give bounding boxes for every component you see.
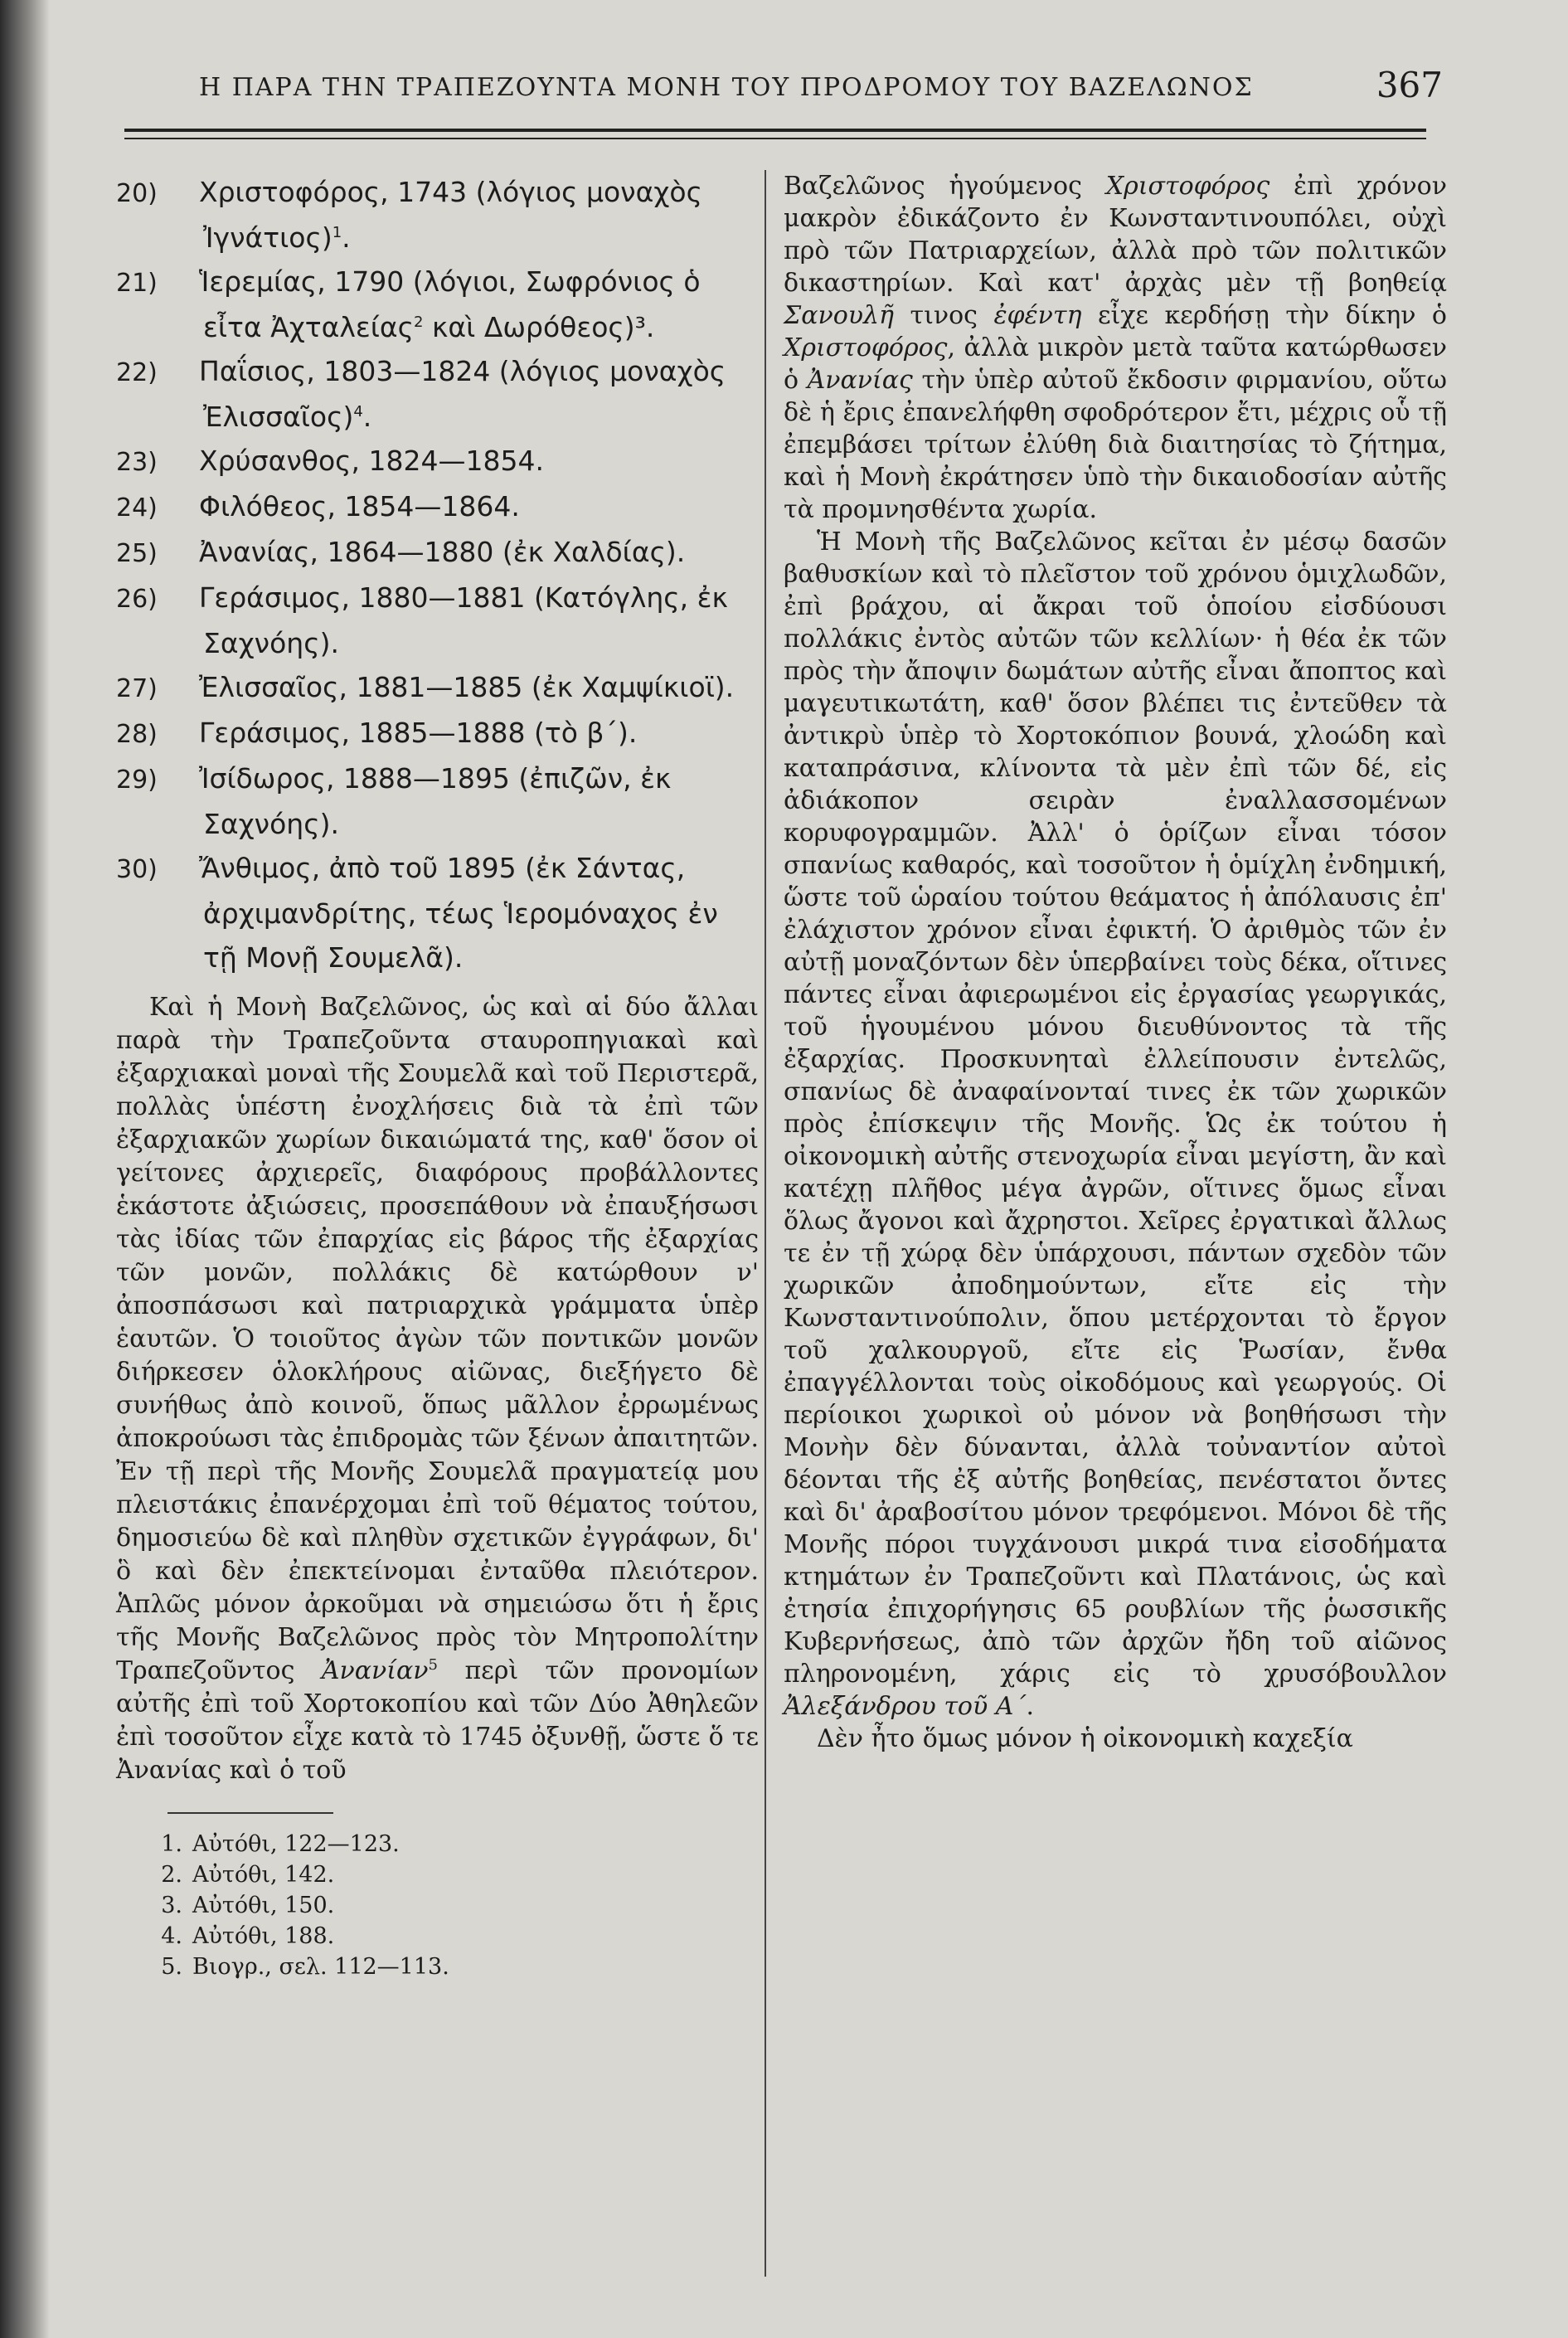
paragraph-text: τινος — [894, 301, 994, 330]
header-rule-thick — [124, 129, 1426, 132]
binding-shadow — [0, 0, 50, 2338]
footnote — [149, 1952, 759, 1982]
footnote-text: Αὐτόθι, 188. — [192, 1923, 335, 1949]
footnote-number: 1. — [161, 1831, 182, 1857]
footnotes — [116, 1829, 759, 1982]
list-text: Χρύσανθος, 1824—1854. — [199, 445, 544, 477]
list-text: Χριστοφόρος, 1743 (λόγιος μοναχὸς Ἰγνάτιος) — [199, 176, 702, 254]
header-rule-thin — [124, 138, 1426, 139]
list-text-tail: . — [362, 401, 372, 433]
list-text: Γεράσιμος, 1885—1888 (τὸ β΄). — [199, 717, 638, 749]
footnote-number: 4. — [161, 1923, 182, 1949]
list-item — [116, 439, 759, 484]
italic-name: ἐφέντη — [993, 301, 1082, 330]
list-number: 26) — [116, 585, 158, 614]
list-text: Παΐσιος, 1803—1824 (λόγιος μοναχὸς Ἐλισσαῖος) — [199, 355, 726, 433]
footnote — [149, 1829, 759, 1859]
list-item — [116, 711, 759, 756]
paragraph-text: Δὲν ἦτο ὅμως μόνον ἡ οἰκονομικὴ καχεξία — [817, 1724, 1353, 1753]
list-item — [116, 260, 759, 349]
list-item — [116, 530, 759, 576]
paragraph-text: Βαζελῶνος ἡγούμενος — [784, 172, 1106, 201]
list-item — [116, 665, 759, 711]
paragraph-text: τὴν ὑπὲρ αὐτοῦ ἔκδοσιν φιρμανίου, οὕτω δὲ ἡ ἔρις ἐπανελήφθη σφοδρότερον ἔτι, μέχρις οὗ τῇ ἐπεμβάσει τρίτων ἐλύθη διὰ διαιτησίας τὸ ζήτημα, καὶ ἡ Μονὴ ἐκράτησεν ὑπὸ τὴν δικαιοδοσίαν αὐτῆς τὰ προμνησθέντα χωρία. — [784, 366, 1447, 524]
italic-name: Ἀλεξάνδρου τοῦ Α΄ — [784, 1692, 1027, 1721]
list-text: Ἱερεμίας, 1790 (λόγιοι, Σωφρόνιος ὁ εἶτα Ἀχταλείας — [199, 265, 701, 343]
list-text: Ἰσίδωρος, 1888—1895 (ἐπιζῶν, ἐκ Σαχνόης). — [199, 762, 672, 840]
paragraph-text: , ἀλλὰ μικρὸν μετὰ ταῦτα κατώρθωσεν ὁ — [784, 333, 1447, 395]
list-number: 25) — [116, 539, 158, 568]
body-paragraph — [784, 526, 1447, 1723]
footnote-ref: 5 — [428, 1656, 438, 1674]
footnote-ref: 2 — [414, 314, 424, 331]
list-item — [116, 484, 759, 530]
paragraph-text: περὶ τῶν προνομίων αὐτῆς ἐπὶ τοῦ Χορτοκοπίου καὶ τῶν Δύο Ἀθηλεῶν ἐπὶ τοσοῦτον εἶχε κατὰ τὸ 1745 ὀξυνθῇ, ὥστε ὅ τε Ἀνανίας καὶ ὁ τοῦ — [116, 1656, 759, 1785]
paragraph-text: εἶχε κερδήσῃ τὴν δίκην ὁ — [1081, 301, 1447, 330]
paragraph-text: ἐπὶ χρόνον μακρὸν ἐδικάζοντο ἐν Κωνσταντινουπόλει, οὐχὶ πρὸ τῶν Πατριαρχείων, ἀλλὰ πρὸ τῶν πολιτικῶν δικαστηρίων. Καὶ κατ' ἀρχὰς μὲν τῇ βοηθείᾳ — [784, 172, 1447, 298]
list-text: Γεράσιμος, 1880—1881 (Κατόγλης, ἐκ Σαχνόης). — [199, 581, 728, 659]
list-number: 28) — [116, 720, 158, 749]
list-number: 22) — [116, 358, 158, 387]
list-item — [116, 576, 759, 665]
list-text-tail: . — [342, 221, 351, 254]
footnote-rule — [167, 1812, 333, 1814]
list-item — [116, 170, 759, 260]
italic-name: Ἀνανίας — [807, 366, 913, 395]
footnote-text: Αὐτόθι, 122—123. — [192, 1831, 400, 1857]
footnote-ref: 4 — [353, 403, 363, 420]
body-paragraph — [784, 170, 1447, 526]
abbots-list — [116, 170, 759, 979]
list-item — [116, 756, 759, 846]
right-column — [784, 170, 1447, 1755]
italic-name: Χριστοφόρος — [1105, 172, 1270, 201]
list-number: 30) — [116, 855, 158, 884]
footnote — [149, 1921, 759, 1952]
footnote-text: Αὐτόθι, 142. — [192, 1862, 335, 1888]
list-text: Ἀνανίας, 1864—1880 (ἐκ Χαλδίας). — [199, 536, 686, 568]
list-item — [116, 349, 759, 439]
left-column — [116, 170, 759, 1982]
list-text: Φιλόθεος, 1854—1864. — [199, 490, 520, 523]
list-text-tail: καὶ Δωρόθεος)³. — [423, 311, 655, 343]
running-title: Η ΠΑΡΑ ΤΗΝ ΤΡΑΠΕΖΟΥΝΤΑ ΜΟΝΗ ΤΟΥ ΠΡΟΔΡΟΜΟΥ ΤΟΥ ΒΑΖΕΛΩΝΟΣ — [199, 73, 1254, 102]
paragraph-text: Ἡ Μονὴ τῆς Βαζελῶνος κεῖται ἐν μέσῳ δασῶν βαθυσκίων καὶ τὸ πλεῖστον τοῦ χρόνου ὁμιχλωδῶν, ἐπὶ βράχου, αἱ ἄκραι τοῦ ὁποίου εἰσδύουσι πολλάκις ἐντὸς αὐτῶν τῶν κελλίων· ἡ θέα ἐκ τῶν πρὸς τὴν ἄποψιν δωμάτων αὐτῆς εἶναι ἄποπτος καὶ μαγευτικωτάτη, καθ' ὅσον βλέπει τις ἐντεῦθεν τὰ ἀντικρὺ ὑπὲρ τὸ Χορτοκόπιον βουνά, χλοώδη καὶ καταπράσινα, κλίνοντα τὰ μὲν ἐπὶ τῶν δέ, εἰς ἀδιάκοπον σειρὰν ἐναλλασσομένων κορυφογραμμῶν. Ἀλλ' ὁ ὁρίζων εἶναι τόσον σπανίως καθαρός, καὶ τοσοῦτον ἡ ὁμίχλη ἐνδημική, ὥστε τοῦ ὡραίου τούτου θεάματος ἡ ἀπόλαυσις ἐπ' ἐλάχιστον χρόνον εἶναι ἐφικτή. Ὁ ἀριθμὸς τῶν ἐν αὐτῇ μοναζόντων δὲν ὑπερβαίνει τοὺς δέκα, οἵτινες πάντες εἶναι ἀφιερωμένοι εἰς ἐργασίας γεωργικάς, τοῦ ἡγουμένου μόνου διευθύνοντος τὰ τῆς ἐξαρχίας. Προσκυνηταὶ ἐλλείπουσιν ἐντελῶς, σπανίως δὲ ἀναφαίνονταί τινες ἐκ τῶν χωρικῶν πρὸς ἐπίσκεψιν τῆς Μονῆς. Ὡς ἐκ τούτου ἡ οἰκονομικὴ αὐτῆς στενοχωρία εἶναι μεγίστη, ἂν καὶ κατέχῃ πλῆθος μέγα ἀγρῶν, οἵτινες ὅμως εἶναι ὅλως ἄγονοι καὶ ἄχρηστοι. Χεῖρες ἐργατικαὶ ἄλλως τε ἐν τῇ χώρᾳ δὲν ὑπάρχουσι, πάντων σχεδὸν τῶν χωρικῶν ἀποδημούντων, εἴτε εἰς τὴν Κωνσταντινούπολιν, ὅπου μετέρχονται τὸ ἔργον τοῦ χαλκουργοῦ, εἴτε εἰς Ῥωσίαν, ἔνθα ἐπαγγέλλονται τοὺς οἰκοδόμους καὶ γεωργούς. Οἱ περίοικοι χωρικοὶ οὐ μόνον νὰ βοηθήσωσι τὴν Μονὴν δὲν δύνανται, ἀλλὰ τοὐναντίον αὐτοὶ δέονται τῆς ἐξ αὐτῆς βοηθείας, πενέστατοι ὄντες καὶ δι' ἀραβοσίτου μόνον τρεφόμενοι. Μόνοι δὲ τῆς Μονῆς πόροι τυγχάνουσι μικρά τινα εἰσοδήματα κτημάτων ἐν Τραπεζοῦντι καὶ Πλατάνοις, ὡς καὶ ἐτησία ἐπιχορήγησις 65 ρουβλίων τῆς ῥωσσικῆς Κυβερνήσεως, ἀπὸ τῶν ἀρχῶν ἤδη τοῦ αἰῶνος πληρονομένη, χάρις εἰς τὸ χρυσόβουλλον — [784, 527, 1447, 1689]
list-item — [116, 846, 759, 979]
list-text: Ἄνθιμος, ἀπὸ τοῦ 1895 (ἐκ Σάντας, ἀρχιμανδρίτης, τέως Ἱερομόναχος ἐν τῇ Μονῇ Σουμελᾶ). — [199, 852, 718, 974]
footnote-text: Αὐτόθι, 150. — [192, 1893, 335, 1918]
footnote-number: 2. — [161, 1862, 182, 1888]
list-text: Ἐλισσαῖος, 1881—1885 (ἐκ Χαμψίκιοϊ). — [199, 671, 735, 703]
paragraph-text: . — [1026, 1692, 1034, 1721]
column-separator — [765, 170, 766, 2277]
footnote — [149, 1890, 759, 1921]
body-paragraph — [116, 991, 759, 1787]
italic-name: Σανουλῆ — [784, 301, 894, 330]
footnote-number: 3. — [161, 1893, 182, 1918]
list-number: 21) — [116, 269, 158, 298]
footnote — [149, 1859, 759, 1890]
list-number: 20) — [116, 179, 158, 208]
page-number: 367 — [1376, 65, 1443, 105]
body-paragraph — [784, 1723, 1447, 1755]
paragraph-text: Καὶ ἡ Μονὴ Βαζελῶνος, ὡς καὶ αἱ δύο ἄλλαι παρὰ τὴν Τραπεζοῦντα σταυροπηγιακαὶ καὶ ἐξαρχιακαὶ μοναὶ τῆς Σουμελᾶ καὶ τοῦ Περιστερᾶ, πολλὰς ὑπέστη ἐνοχλήσεις διὰ τὰ ἐπὶ τῶν ἐξαρχιακῶν χωρίων δικαιώματά της, καθ' ὅσον οἱ γείτονες ἀρχιερεῖς, διαφόρους προβάλλοντες ἑκάστοτε ἀξιώσεις, προσεπάθουν νὰ ἐπαυξήσωσι τὰς ἰδίας τῶν ἐπαρχίας εἰς βάρος τῆς ἐξαρχίας τῶν μονῶν, πολλάκις δὲ κατώρθουν ν' ἀποσπάσωσι καὶ πατριαρχικὰ γράμματα ὑπὲρ ἑαυτῶν. Ὁ τοιοῦτος ἀγὼν τῶν ποντικῶν μονῶν διήρκεσεν ὁλοκλήρους αἰῶνας, διεξήγετο δὲ συνήθως ἀπὸ κοινοῦ, ὅπως μᾶλλον ἐρρωμένως ἀποκρούωσι τὰς ἐπιδρομὰς τῶν ξένων ἀπαιτητῶν. Ἐν τῇ περὶ τῆς Μονῆς Σουμελᾶ πραγματείᾳ μου πλειστάκις ἐπανέρχομαι ἐπὶ τοῦ θέματος τούτου, δημοσιεύω δὲ καὶ πληθὺν σχετικῶν ἐγγράφων, δι' ὃ καὶ δὲν ἐπεκτείνομαι ἐνταῦθα πλειότερον. Ἁπλῶς μόνον ἀρκοῦμαι νὰ σημειώσω ὅτι ἡ ἔρις τῆς Μονῆς Βαζελῶνος πρὸς τὸν Μητροπολίτην Τραπεζοῦντος — [116, 993, 759, 1685]
list-number: 29) — [116, 766, 158, 795]
list-number: 27) — [116, 674, 158, 703]
italic-name: Χριστοφόρος — [784, 333, 948, 362]
list-number: 24) — [116, 493, 158, 523]
list-number: 23) — [116, 448, 158, 477]
footnote-number: 5. — [161, 1954, 182, 1980]
footnote-ref: 1 — [332, 224, 342, 241]
footnote-text: Βιογρ., σελ. 112—113. — [192, 1954, 449, 1980]
italic-name: Ἀνανίαν — [321, 1656, 429, 1685]
